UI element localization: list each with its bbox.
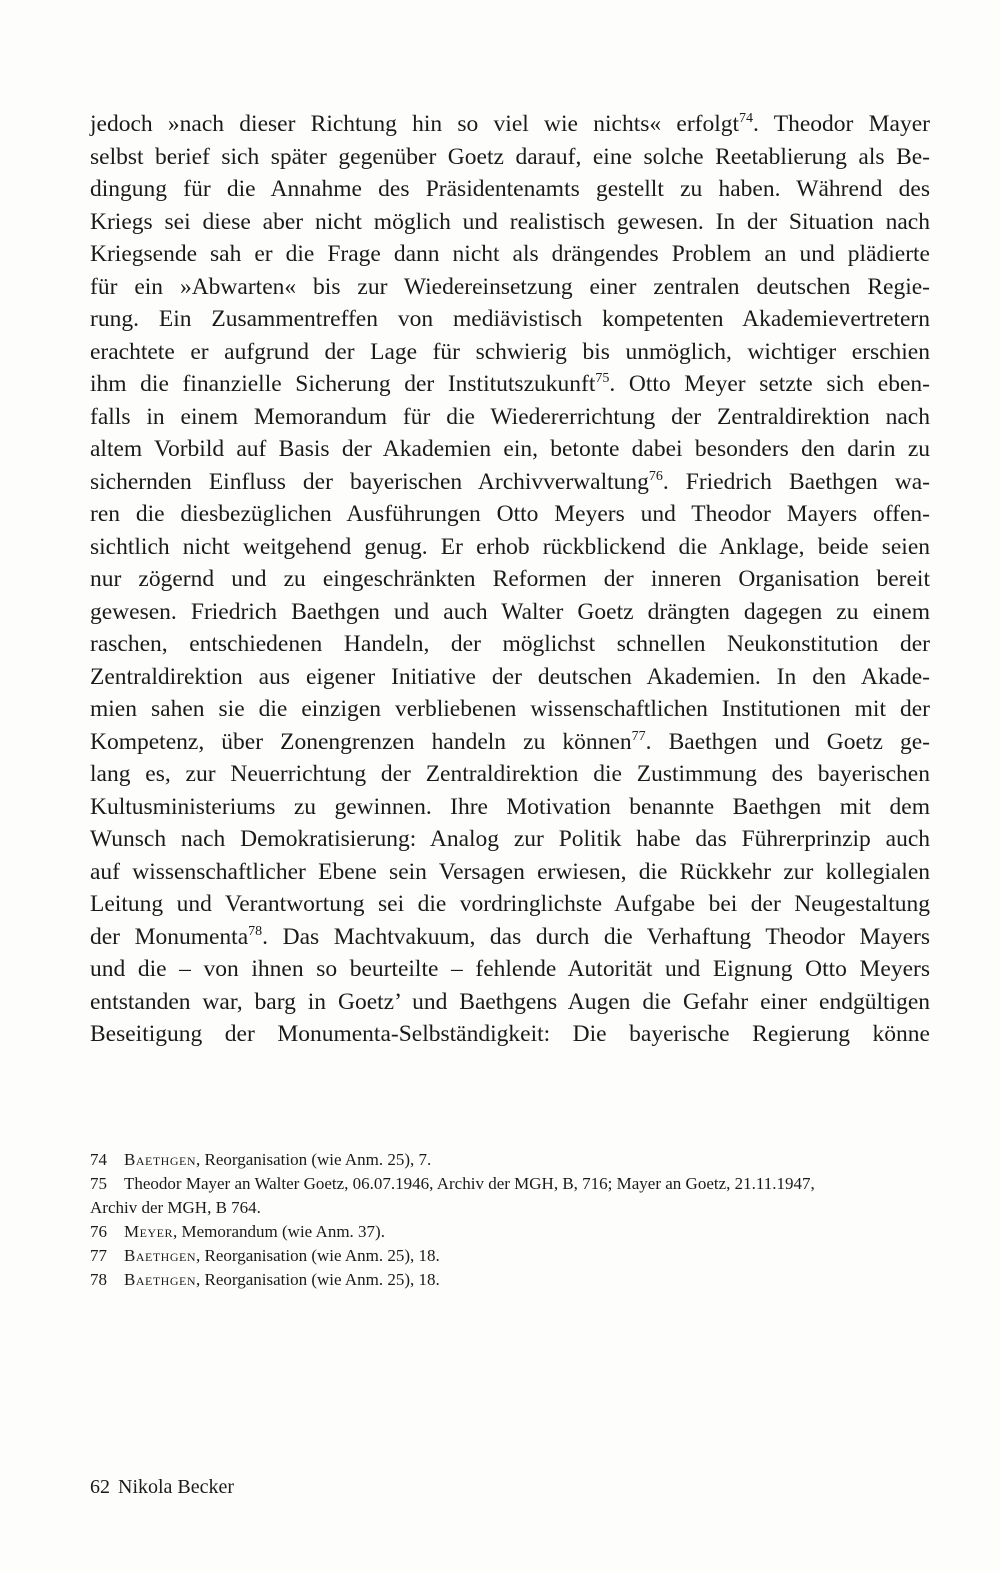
footnote-author: Baethgen: [124, 1270, 196, 1289]
footnote-ref: 74: [739, 111, 754, 126]
footnote: [90, 1268, 930, 1292]
footnote-number: 78: [90, 1270, 107, 1289]
text-line: selbst berief sich später gegenüber Goetz darauf, eine solche Reetablierung als Be-: [90, 143, 930, 170]
text-line: Beseitigung der Monumenta-Selbständigkeit: Die bayerische Regierung könne: [90, 1021, 930, 1047]
footnote: [90, 1172, 930, 1196]
text-line: raschen, entschiedenen Handeln, der möglichst schnellen Neukonstitution der: [90, 631, 930, 657]
text-line: gewesen. Friedrich Baethgen und auch Walter Goetz drängten dagegen zu einem: [90, 598, 930, 625]
main-text: [90, 108, 930, 1051]
text-line: ren die diesbezüglichen Ausführungen Otto Meyers und Theodor Mayers offen-: [90, 501, 930, 527]
footnote-ref: 78: [248, 923, 263, 939]
footnote-author: Baethgen: [124, 1150, 196, 1169]
footnote-text: Theodor Mayer an Walter Goetz, 06.07.1946, Archiv der MGH, B, 716; Mayer an Goetz, 21.11.1947,: [124, 1174, 815, 1193]
text-line: entstanden war, barg in Goetz’ und Baethgens Augen die Gefahr einer endgültigen: [90, 988, 930, 1015]
text-line: Kultusministeriums zu gewinnen. Ihre Motivation benannte Baethgen mit dem: [90, 793, 930, 820]
footnote: [90, 1220, 930, 1244]
text-line: und die – von ihnen so beurteilte – fehlende Autorität und Eignung Otto Meyers: [90, 956, 930, 982]
text-line: auf wissenschaftlicher Ebene sein Versagen erwiesen, die Rückkehr zur kollegialen: [90, 858, 930, 885]
footnote-author: Baethgen: [124, 1246, 196, 1265]
text-line: sichtlich nicht weitgehend genug. Er erhob rückblickend die Anklage, beide seien: [90, 533, 930, 560]
footnote-continuation: [90, 1196, 930, 1220]
text-line: mien sahen sie die einzigen verbliebenen wissenschaftlichen Institutionen mit der: [90, 696, 930, 722]
page-number: 62: [90, 1476, 110, 1498]
footnote-number: 74: [90, 1150, 107, 1169]
text-line: sichernden Einfluss der bayerischen Archivverwaltung$^{76}$. Friedrich Baethgen wa-: [90, 468, 930, 495]
text-line: erachtete er aufgrund der Lage für schwierig bis unmöglich, wichtiger erschien: [90, 338, 930, 365]
text-line: Kompetenz, über Zonengrenzen handeln zu können$^{77}$. Baethgen und Goetz ge-: [90, 728, 930, 755]
footnote-ref: 76: [648, 468, 663, 484]
text-line: ihm die finanzielle Sicherung der Institutszukunft$^{75}$. Otto Meyer setzte sich eben-: [90, 371, 930, 397]
footnote-text: Archiv der MGH, B 764.: [90, 1198, 261, 1217]
text-line: lang es, zur Neuerrichtung der Zentraldirektion die Zustimmung des bayerischen: [90, 761, 930, 787]
text-line: Zentraldirektion aus eigener Initiative der deutschen Akademien. In den Akade-: [90, 663, 930, 690]
text-line: Wunsch nach Demokratisierung: Analog zur Politik habe das Führerprinzip auch: [90, 826, 930, 852]
footnote-author: Meyer: [124, 1222, 173, 1241]
footnote-ref: 77: [631, 728, 646, 744]
footnote-text: , Reorganisation (wie Anm. 25), 18.: [196, 1246, 440, 1265]
text-line: jedoch »nach dieser Richtung hin so viel wie nichts« erfolgt$^{74}$. Theodor Mayer: [90, 111, 930, 137]
text-line: dingung für die Annahme des Präsidentenamts gestellt zu haben. Während des: [90, 176, 930, 202]
footnotes: [90, 1148, 930, 1292]
footnote-number: 77: [90, 1246, 107, 1265]
text-line: der Monumenta$^{78}$. Das Machtvakuum, das durch die Verhaftung Theodor Mayers: [90, 923, 930, 950]
text-line: falls in einem Memorandum für die Wiedererrichtung der Zentraldirektion nach: [90, 403, 930, 430]
text-line: Kriegsende sah er die Frage dann nicht als drängendes Problem an und plädierte: [90, 241, 930, 267]
footnote-text: , Reorganisation (wie Anm. 25), 7.: [196, 1150, 432, 1169]
text-line: Kriegs sei diese aber nicht möglich und realistisch gewesen. In der Situation nach: [90, 208, 930, 235]
running-footer-author: Nikola Becker: [118, 1476, 235, 1498]
footnote-text: , Reorganisation (wie Anm. 25), 18.: [196, 1270, 440, 1289]
footnote: [90, 1244, 930, 1268]
text-line: nur zögernd und zu eingeschränkten Reformen der inneren Organisation bereit: [90, 566, 930, 592]
page-footer: [90, 1476, 234, 1499]
footnote-number: 75: [90, 1174, 107, 1193]
text-line: Leitung und Verantwortung sei die vordringlichste Aufgabe bei der Neugestaltung: [90, 891, 930, 917]
text-line: rung. Ein Zusammentreffen von mediävistisch kompetenten Akademievertretern: [90, 306, 930, 332]
footnote-number: 76: [90, 1222, 107, 1241]
text-line: für ein »Abwarten« bis zur Wiedereinsetzung einer zentralen deutschen Regie-: [90, 273, 930, 300]
footnote-text: , Memorandum (wie Anm. 37).: [172, 1222, 385, 1241]
text-line: altem Vorbild auf Basis der Akademien ein, betonte dabei besonders den darin zu: [90, 436, 930, 462]
footnote-ref: 75: [595, 371, 610, 386]
footnote: [90, 1148, 930, 1172]
